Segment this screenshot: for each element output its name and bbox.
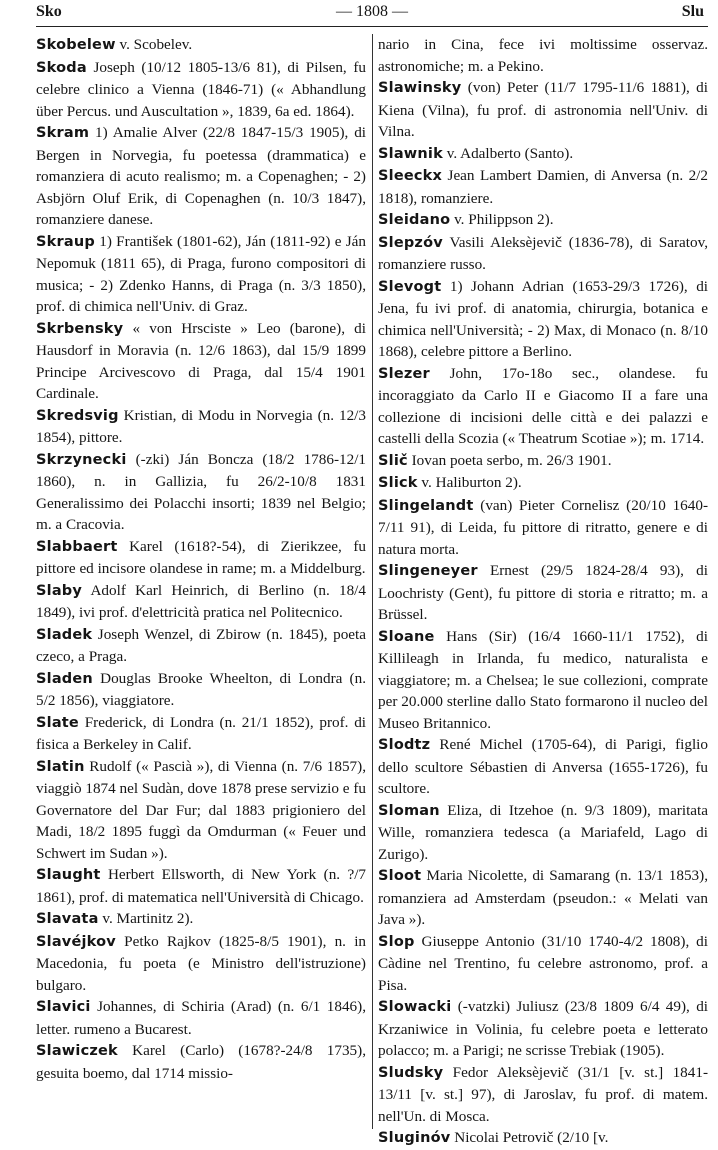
entry-text: (van) Pieter Cornelisz (20/10 1640-7/11 91), di Leida, fu pittore di ritratto, genere e di natura morta. [378, 496, 709, 558]
entry-headword: Slop [378, 933, 415, 950]
entry-headword: Slawinsky [378, 80, 462, 96]
entry-headword: Slick [378, 475, 418, 491]
entry-text: Fedor Aleksèjevič (31/1 [v. st.] 1841-13/11 [v. st.] 97), di Jaroslav, fu prof. di matem. nell'Un. di Mosca. [378, 1063, 708, 1125]
entry-headword: Slepzóv [378, 234, 443, 251]
entry-headword: Skoda [36, 59, 87, 76]
entry-headword: Slič [378, 452, 408, 469]
dictionary-entry [36, 318, 366, 405]
dictionary-entry [36, 756, 366, 865]
entry-text: v. Haliburton 2). [421, 474, 522, 491]
entry-text: v. Scobelev. [119, 36, 193, 53]
entry-text: Vasili Aleksèjevič (1836-78), di Saratov, romanziere russo. [378, 233, 708, 273]
dictionary-entry [36, 405, 366, 449]
dictionary-entry [36, 864, 366, 908]
entry-headword: Slodtz [378, 737, 431, 753]
dictionary-entry [378, 34, 708, 77]
entry-headword: Skrzynecki [36, 451, 127, 468]
entry-headword: Slaby [36, 582, 83, 599]
entry-headword: Slavata [36, 911, 99, 927]
entry-headword: Sladen [36, 670, 93, 687]
dictionary-entry [378, 495, 708, 561]
entry-text: v. Philippson 2). [454, 211, 554, 228]
dictionary-entry [378, 165, 708, 209]
entry-text: Iovan poeta serbo, m. 26/3 1901. [411, 451, 612, 469]
dictionary-entry [378, 472, 708, 495]
dictionary-entry [36, 908, 366, 931]
entry-headword: Sloman [378, 802, 440, 819]
entry-text: Petko Rajkov (1825-8/5 1901), n. in Macedonia, fu poeta (e Ministro dell'istruzione) bulgaro. [36, 932, 367, 994]
header-first-word: Sko [36, 3, 62, 20]
entry-headword: Slingeneyer [378, 563, 478, 579]
entry-headword: Sludsky [378, 1064, 444, 1081]
entry-text: Rudolf (« Pascià »), di Vienna (n. 7/6 1857), viaggiò 1874 nel Sudàn, dove 1878 prese servizio e fu Governatore del Dar Fur; dal 1883 prigioniero del Madi, 18/2 1895 fuggì da Omdurman (« Feuer und Schwert im Sudan »). [36, 757, 367, 862]
entry-text: Douglas Brooke Wheelton, di Londra (n. 5/2 1856), viaggiatore. [36, 669, 367, 709]
dictionary-entry [36, 57, 366, 123]
entry-text: Karel (Carlo) (1678?-24/8 1735), gesuita boemo, dal 1714 missio- [36, 1042, 366, 1082]
entry-headword: Slate [36, 714, 79, 731]
entry-text: Joseph (10/12 1805-13/6 81), di Pilsen, fu celebre clinico a Vienna (1846-71) (« Abhandlung über Percus. und Auscultation », 1839, 6a ed. 1864). [36, 58, 366, 120]
entry-text: v. Martinitz 2). [102, 910, 194, 927]
entry-headword: Sleidano [378, 212, 451, 228]
dictionary-entry [378, 1127, 708, 1150]
entry-headword: Skobelew [36, 37, 116, 53]
entry-text: v. Adalberto (Santo). [446, 144, 574, 162]
dictionary-entry [36, 1040, 366, 1084]
dictionary-entry [36, 996, 366, 1040]
entry-text: « von Hrsciste » Leo (barone), di Hausdorf in Moravia (n. 12/6 1863), dal 15/9 1899 Principe Arcivescovo di Praga, dal 15/4 1901 Cardinale. [36, 319, 366, 402]
entry-headword: Sleeckx [378, 168, 443, 184]
entry-headword: Slavici [36, 999, 91, 1015]
entry-text: Karel (1618?-54), di Zierikzee, fu pittore ed incisore olandese in rame; m. a Middelburg. [36, 537, 367, 577]
dictionary-entry [378, 931, 708, 997]
page-header [36, 0, 708, 27]
dictionary-entry [378, 363, 708, 450]
entry-text: Eliza, di Itzehoe (n. 9/3 1809), maritata Wille, romanziera tedesca (a Mariafeld, Lago di Zurigo). [378, 801, 709, 863]
dictionary-entry [378, 77, 708, 143]
entry-headword: Sloot [378, 868, 422, 884]
dictionary-entry [36, 624, 366, 668]
entry-text: Nicolai Petrovič (2/10 [v. [454, 1129, 609, 1146]
dictionary-entry [378, 143, 708, 166]
dictionary-entry [378, 232, 708, 276]
entry-headword: Slaught [36, 867, 101, 883]
entry-headword: Sladek [36, 626, 93, 643]
entry-text: nario in Cina, fece ivi moltissime osservaz. astronomiche; m. a Pekino. [378, 36, 708, 75]
entry-headword: Skredsvig [36, 407, 119, 424]
dictionary-entry [378, 560, 708, 626]
entry-text: Jean Lambert Damien, di Anversa (n. 2/2 1818), romanziere. [378, 167, 708, 207]
entry-text: (von) Peter (11/7 1795-11/6 1881), di Kiena (Vilna), fu prof. di astronomia nell'Univ. di Vilna. [378, 79, 708, 140]
dictionary-entry [378, 209, 708, 232]
left-column [36, 34, 366, 1084]
column-divider [372, 34, 373, 1129]
entry-text: Adolf Karl Heinrich, di Berlino (n. 18/4 1849), ivi prof. d'elettricità pratica nel Politecnico. [36, 581, 366, 621]
entry-text: 1) Johann Adrian (1653-29/3 1726), di Jena, fu ivi prof. di anatomia, chirurgia, botanica e chimica nell'Università; - 2) Max, di Monaco (n. 8/10 1868), celebre pittore a Berlino. [378, 277, 709, 360]
dictionary-entry [378, 1062, 708, 1128]
dictionary-entry [378, 734, 708, 800]
text-columns [36, 34, 709, 1146]
entry-text: René Michel (1705-64), di Parigi, figlio dello scultore Sébastien di Anversa (1655-1726), fu scultore. [378, 736, 708, 797]
entry-text: Johannes, di Schiria (Arad) (n. 6/1 1846), letter. rumeno a Bucarest. [36, 998, 367, 1038]
dictionary-entry [36, 122, 366, 231]
dictionary-entry [36, 231, 366, 318]
right-column [378, 34, 708, 1150]
entry-text: John, 17o-18o sec., olandese. fu incoraggiato da Carlo II e Giacomo II a fare una collezione di incisioni delle città e dei palazzi e castelli della Scozia (« Theatrum Scotiae »); m. 1714. [378, 364, 708, 447]
entry-headword: Slowacki [378, 999, 452, 1015]
entry-text: Maria Nicolette, di Samarang (n. 13/1 1853), romanziera ad Amsterdam (pseudon.: « Melati van Java »). [378, 867, 708, 928]
entry-text: Ernest (29/5 1824-28/4 93), di Loochristy (Gent), fu pittore di storia e ritratto; m. a Brüssel. [378, 562, 708, 623]
dictionary-entry [36, 668, 366, 712]
dictionary-entry [36, 536, 366, 580]
entry-headword: Skram [36, 125, 90, 141]
entry-text: Herbert Ellsworth, di New York (n. ?/7 1861), prof. di matematica nell'Università di Chicago. [36, 866, 367, 906]
dictionary-entry [378, 996, 708, 1062]
entry-headword: Slavéjkov [36, 933, 116, 950]
entry-headword: Slawnik [378, 145, 443, 162]
entry-text: Frederick, di Londra (n. 21/1 1852), prof. di fisica a Berkeley in Calif. [36, 713, 367, 753]
dictionary-entry [378, 800, 708, 866]
dictionary-entry [36, 449, 366, 536]
entry-headword: Slawiczek [36, 1043, 118, 1059]
entry-headword: Slatin [36, 758, 85, 775]
entry-text: (-zki) Ján Boncza (18/2 1786-12/1 1860), n. in Gallizia, fu 26/2-10/8 1831 Generalissimo dei Polacchi insorti; 1839 nel Belgio; m. a Cracovia. [36, 450, 367, 533]
entry-text: Giuseppe Antonio (31/10 1740-4/2 1808), di Càdine nel Trentino, fu celebre astronomo, prof. a Pisa. [378, 932, 709, 994]
entry-headword: Skrbensky [36, 320, 124, 337]
entry-text: Kristian, di Modu in Norvegia (n. 12/3 1854), pittore. [36, 406, 366, 446]
dictionary-entry [378, 450, 708, 473]
dictionary-entry [36, 712, 366, 756]
entry-headword: Sluginóv [378, 1130, 451, 1146]
dictionary-entry [378, 276, 708, 363]
dictionary-entry [378, 626, 708, 735]
entry-text: Hans (Sir) (16/4 1660-11/1 1752), di Killileagh in Irlanda, fu medico, naturalista e viaggiatore; m. a Chelsea; le sue collezioni, comprate per 20.000 sterline dallo Stato formarono il nucleo del Museo Britannico. [378, 627, 708, 732]
dictionary-entry [36, 34, 366, 57]
dictionary-entry [378, 865, 708, 931]
entry-text: 1) Amalie Alver (22/8 1847-15/3 1905), di Bergen in Norvegia, fu poetessa (drammatica) e romanziera di acuto realismo; m. a Copenaghen; - 2) Asbjörn Oluf Erik, di Copenaghen (n. 10/3 1847), romanziere danese. [36, 124, 367, 228]
page-number: — 1808 — [336, 3, 408, 20]
dictionary-entry [36, 580, 366, 624]
entry-text: Joseph Wenzel, di Zbirow (n. 1845), poeta czeco, a Praga. [36, 625, 367, 665]
entry-text: (-vatzki) Juliusz (23/8 1809 6/4 49), di Krzaniwice in Volinia, fu celebre poeta e letterato polacco; m. a Parigi; ne scrisse Trebiak (1905). [378, 998, 709, 1059]
entry-headword: Sloane [378, 628, 435, 645]
dictionary-entry [36, 931, 366, 997]
entry-headword: Slevogt [378, 278, 442, 295]
entry-headword: Skraup [36, 233, 95, 250]
entry-headword: Slingelandt [378, 497, 474, 514]
header-last-word: Slu [681, 3, 704, 20]
entry-headword: Slezer [378, 365, 430, 382]
entry-text: 1) František (1801-62), Ján (1811-92) e Ján Nepomuk (1811 65), di Praga, furono compositori di musica; - 2) Zdenko Hanns, di Praga (n. 3/3 1850), prof. di chimica nell'Univ. di Graz. [36, 232, 367, 315]
entry-headword: Slabbaert [36, 538, 118, 555]
